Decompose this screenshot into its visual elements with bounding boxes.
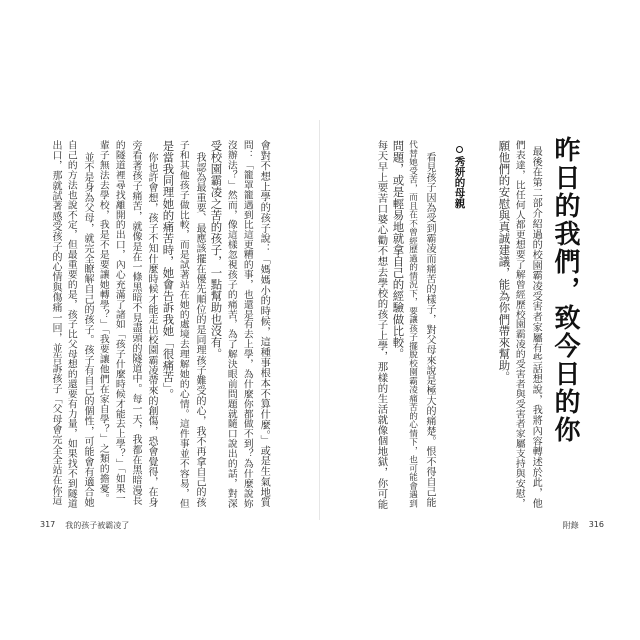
intro-line: 們表達，比任何人都更想要了解曾經歷校園霸凌的受害者與受害者家屬支持與安慰，	[513, 140, 525, 509]
body-line: 你也許會想，孩子不知什麼時候才能走出校園霸凌帶來的創傷，恐會覺得，在身	[146, 152, 157, 508]
body-line: 受校園霸凌之苦的孩子，一點幫助也沒有。	[209, 140, 224, 360]
page-number: 316	[588, 520, 604, 529]
running-footer: 附錄	[562, 521, 579, 530]
bullet-icon	[456, 146, 463, 153]
body-line: 問題，或是輕易地就拿自己的經驗做比較。	[391, 140, 406, 360]
body-line: 問：「籠罩籠遇到比這更糟的事，也還是有去上學，為什麼你都做不到？為什麼說妳	[241, 140, 253, 509]
body-line: 沒辦法？」然而，像這樣忽視孩子的痛苦，為了解決眼前問題就隨口說出的話，對深	[225, 140, 237, 509]
chapter-title: 昨日的我們，致今日的你	[550, 136, 580, 444]
body-line: 輩子無法去學校，我是不是要讓她轉學？」「我要讓他們在家自學？」之類的擔憂。	[97, 140, 109, 504]
footer-left	[40, 520, 129, 531]
body-line: 代替她受苦，而且在不曾經歷過的情況下，要讓孩子擺脫校園霸凌痛苦的心情下，也可能會遇到	[407, 140, 418, 508]
body-line: 我認為最重要、最應該擺在優先順位的是同理孩子難受的心，我不再拿自己的孩	[194, 152, 205, 508]
body-line: 看見孩子因為受到霸凌而痛苦的樣子，對父母來說是極大的痛楚。恨不得自己能	[424, 152, 435, 508]
body-line: 出口，那就試著感受孩子的心情與傷痛一回，並告訴孩子「父母會完全全站在你這	[50, 140, 61, 506]
body-line: 的隧道裡尋找離開的出口，內心充滿了諸如「孩子什麼時候才能去上學？」「如果一	[113, 140, 125, 504]
running-footer: 我的孩子被霸凌了	[65, 521, 130, 530]
body-line: 旁看著孩子痛苦，就像是在一條黑暗不見盡頭的隧道中。每一天，我都在黑暗漫長	[130, 140, 141, 506]
body-line: 並不是身為父母，就完全瞭解自己的孩子。孩子有自己的個性，可能會有適合她	[82, 152, 93, 508]
page-number: 317	[40, 520, 56, 529]
intro-line: 最後在第二部介紹過的校園霸凌受害者家屬有些話想說，我將內容轉述於此，他	[530, 146, 542, 509]
body-line: 自己的方法也說不定，但最重要的是，孩子比父母想的還要有力量，如果找不到隧道	[65, 140, 77, 509]
footer-right	[563, 520, 604, 531]
subhead-text: 秀妍的母親	[453, 156, 466, 209]
section-subhead	[454, 146, 465, 209]
body-line: 子和其他孩子做比較，而是試著站在她的處境去理解她的心情。這件事並不容易，但	[177, 140, 189, 509]
body-line: 會對不想上學的孩子說：「媽媽小的時候，這種事根本不算什麼。」或是生氣地質	[258, 140, 270, 508]
body-line: 是當我同理她的痛苦時，她會告訴我她「很痛苦」。	[161, 140, 176, 400]
page-gutter	[319, 120, 320, 520]
body-line: 每天早上要苦口婆心勸不想去學校的孩子上學，那樣的生活就像個地獄，你可能	[375, 140, 388, 510]
intro-line: 願他們的安慰與真誠建議，能為你們帶來幫助。	[497, 140, 512, 383]
